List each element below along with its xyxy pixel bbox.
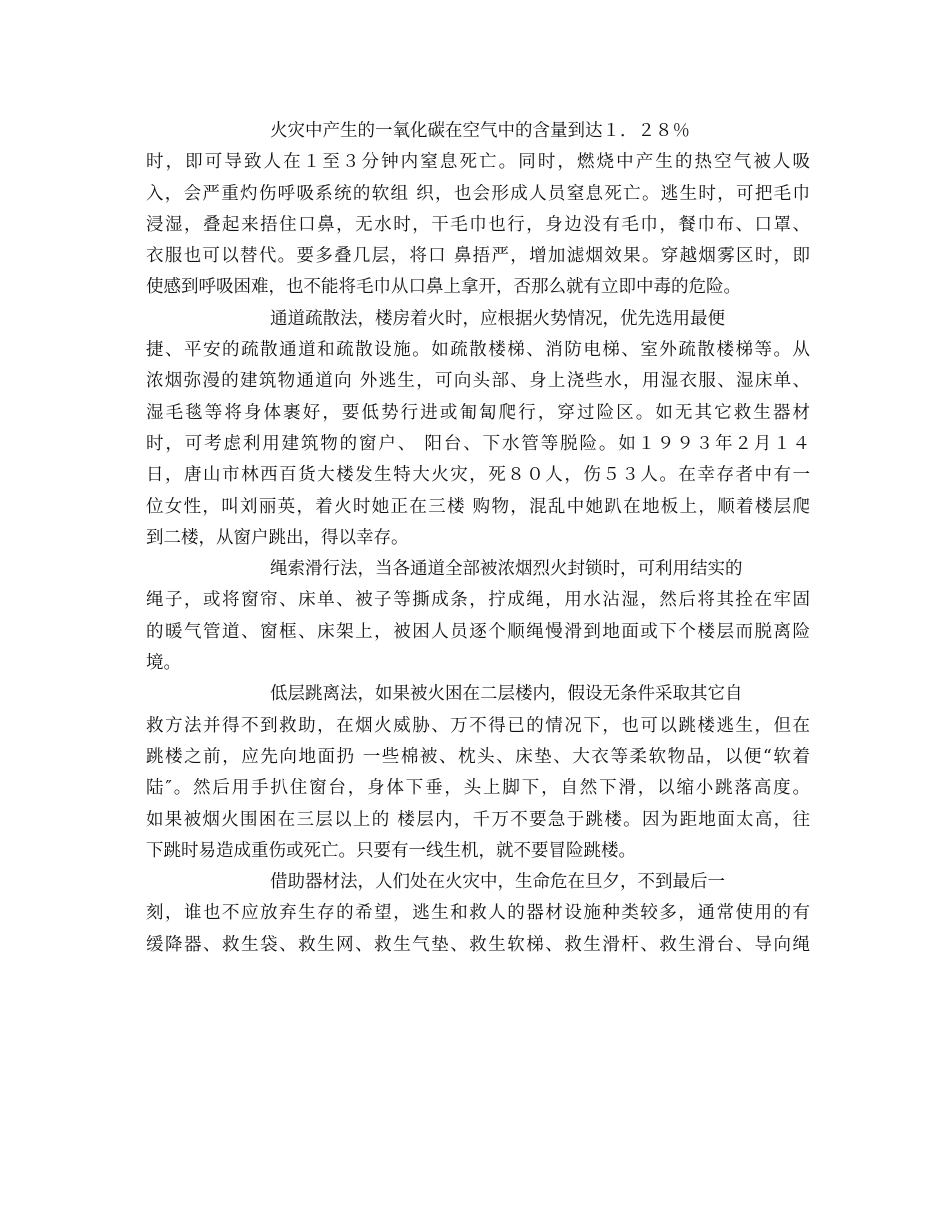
text-line: 跳楼之前，应先向地面扔 一些棉被、枕头、床垫、大衣等柔软物品，以便“软着: [146, 746, 810, 767]
paragraph-low-floor-jump: [146, 679, 810, 867]
text-line: 如果被烟火围困在三层以上的 楼层内，千万不要急于跳楼。因为距地面太高，往: [146, 809, 810, 830]
text-line: 位女性，叫刘丽英，着火时她正在三楼 购物，混乱中她趴在地板上，顺着楼层爬: [146, 496, 810, 517]
text-line: 陆″。然后用手扒住窗台，身体下垂，头上脚下，自然下滑，以缩小跳落高度。: [146, 778, 810, 799]
text-line: 浸湿，叠起来捂住口鼻，无水时，干毛巾也行，身边没有毛巾，餐巾布、口罩、: [146, 214, 810, 235]
text-line: 缓降器、救生袋、救生网、救生气垫、救生软梯、救生滑杆、救生滑台、导向绳: [146, 934, 810, 955]
text-line: 下跳时易造成重伤或死亡。只要有一线生机，就不要冒险跳楼。: [146, 840, 636, 861]
text-line: 通道疏散法，楼房着火时，应根据火势情况，优先选用最便: [270, 308, 725, 329]
document-page: [146, 116, 810, 961]
text-line: 绳子，或将窗帘、床单、被子等撕成条，拧成绳，用水沾湿，然后将其拴在牢固: [146, 590, 810, 611]
text-line: 捷、平安的疏散通道和疏散设施。如疏散楼梯、消防电梯、室外疏散楼梯等。从: [146, 340, 810, 361]
text-line: 浓烟弥漫的建筑物通道向 外逃生，可向头部、身上浇些水，用湿衣服、湿床单、: [146, 371, 810, 392]
text-line: 火灾中产生的一氧化碳在空气中的含量到达１．２８％: [270, 121, 690, 141]
paragraph-rope-sliding: [146, 554, 810, 679]
text-line: 时，即可导致人在１至３分钟内窒息死亡。同时，燃烧中产生的热空气被人吸: [146, 152, 810, 173]
paragraph-passage-evacuation: [146, 304, 810, 554]
text-line: 借助器材法，人们处在火灾中，生命危在旦夕，不到最后一: [270, 872, 725, 893]
text-line: 境。: [146, 653, 181, 674]
text-line: 时，可考虑利用建筑物的窗户、 阳台、下水管等脱险。如１９９３年２月１４: [146, 433, 810, 454]
text-line: 救方法并得不到救助，在烟火威胁、万不得已的情况下，也可以跳楼逃生，但在: [146, 715, 810, 736]
paragraph-equipment-aid: [146, 867, 810, 961]
text-line: 衣服也可以替代。要多叠几层，将口 鼻捂严，增加滤烟效果。穿越烟雾区时，即: [146, 246, 810, 267]
text-line: 刻，谁也不应放弃生存的希望，逃生和救人的器材设施种类较多，通常使用的有: [146, 903, 810, 924]
text-line: 的暖气管道、窗框、床架上，被困人员逐个顺绳慢滑到地面或下个楼层而脱离险: [146, 621, 810, 642]
text-line: 绳索滑行法，当各通道全部被浓烟烈火封锁时，可利用结实的: [270, 559, 743, 580]
text-line: 入，会严重灼伤呼吸系统的软组 织，也会形成人员窒息死亡。逃生时，可把毛巾: [146, 183, 810, 204]
text-line: 使感到呼吸困难，也不能将毛巾从口鼻上拿开，否那么就有立即中毒的危险。: [146, 277, 741, 298]
text-line: 日，唐山市林西百货大楼发生特大火灾，死８０人，伤５３人。在幸存者中有一: [146, 465, 810, 486]
text-line: 到二楼，从窗户跳出，得以幸存。: [146, 527, 409, 548]
text-line: 低层跳离法，如果被火困在二层楼内，假设无条件采取其它自: [270, 684, 743, 705]
text-line: 湿毛毯等将身体裹好，要低势行进或匍匐爬行，穿过险区。如无其它救生器材: [146, 402, 810, 423]
paragraph-smoke-protection: [146, 116, 810, 304]
